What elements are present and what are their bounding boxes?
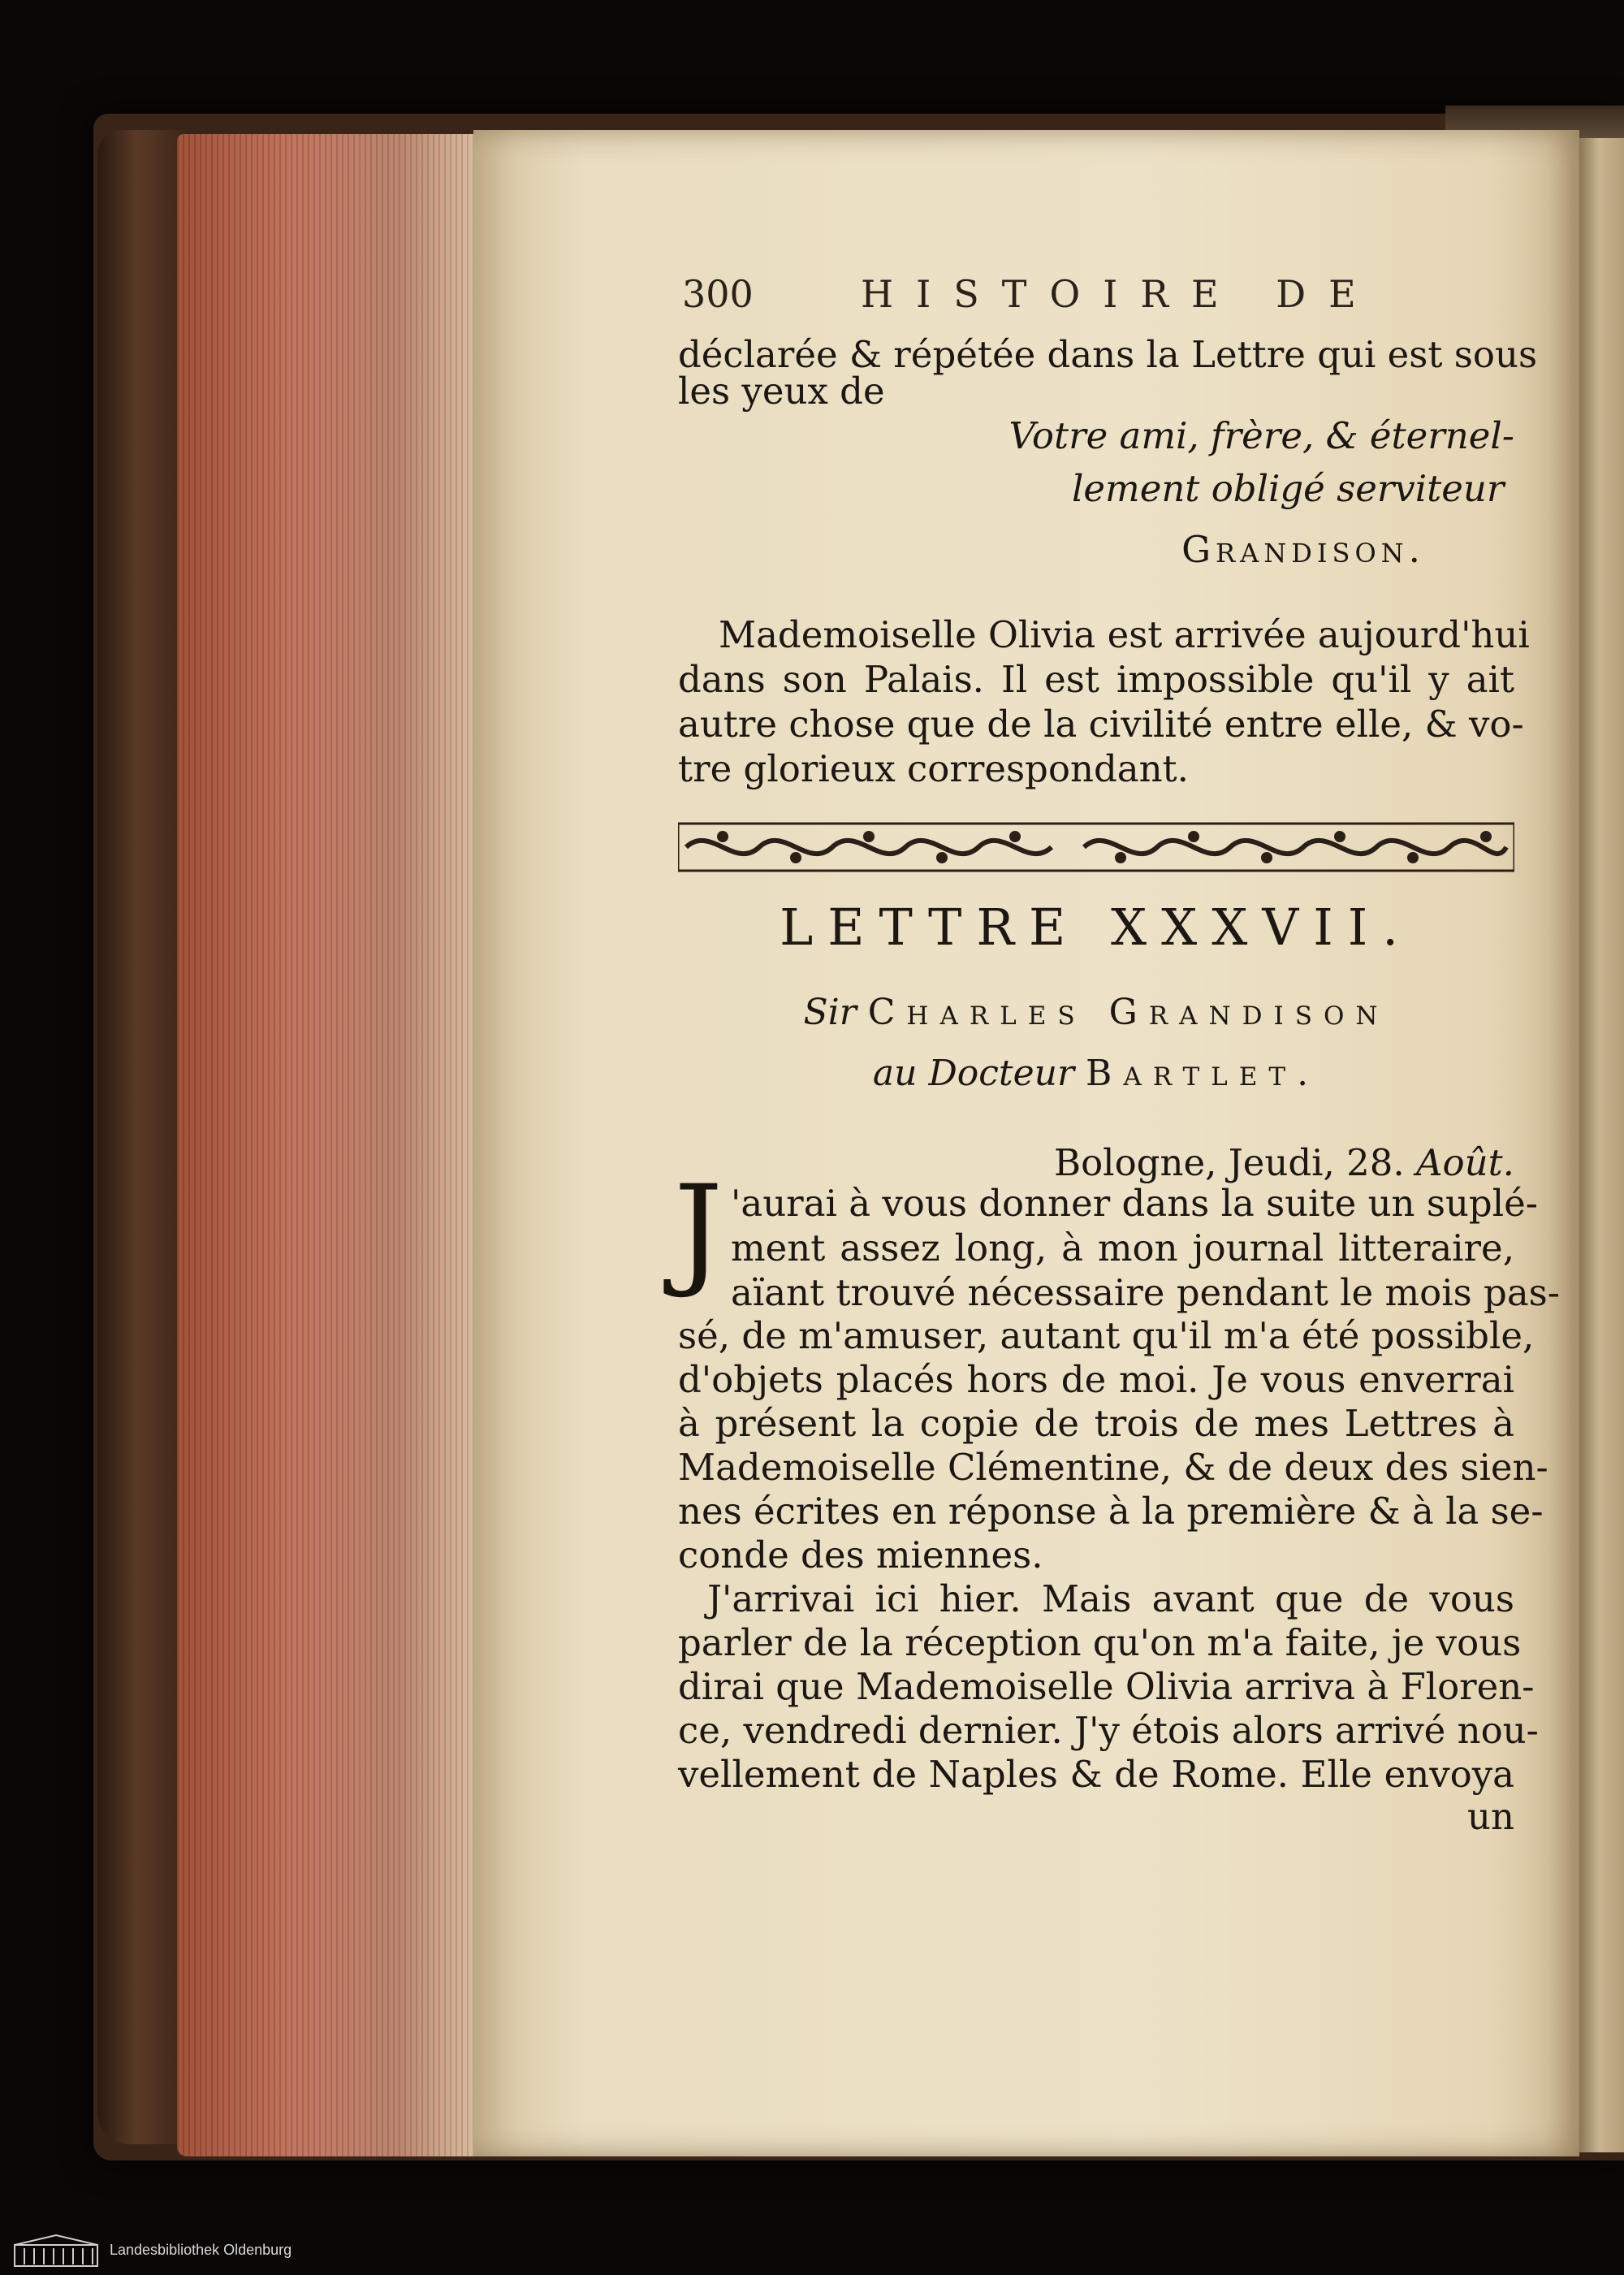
text-line: d'objets placés hors de moi. Je vous enverrai <box>678 1358 1514 1401</box>
text-line: parler de la réception qu'on m'a faite, je vous <box>678 1621 1522 1664</box>
letter-to-name: Bartlet. <box>1085 1053 1320 1094</box>
text-line: autre chose que de la civilité entre elle, & vo- <box>678 703 1524 746</box>
printers-ornament <box>678 820 1514 874</box>
text-line: nes écrites en réponse à la première & à la se- <box>678 1490 1544 1533</box>
text-line: à présent la copie de trois de mes Lettres à <box>678 1402 1514 1445</box>
text-line: Mademoiselle Clémentine, & de deux des sien- <box>678 1446 1548 1489</box>
letter-to-prefix: au Docteur <box>872 1053 1074 1094</box>
text-line: J'arrivai ici hier. Mais avant que de vous <box>707 1577 1514 1620</box>
letter-to <box>678 1052 1514 1096</box>
text-line: ment assez long, à mon journal litteraire, <box>731 1226 1514 1269</box>
dateline-place: Bologne, Jeudi, 28. <box>1054 1141 1405 1184</box>
closing-line: Votre ami, frère, & éternel- <box>1009 414 1514 457</box>
text-line: conde des miennes. <box>678 1533 1043 1576</box>
signature: Grandison. <box>1181 528 1425 571</box>
text-line: dirai que Mademoiselle Olivia arriva à Floren- <box>678 1665 1535 1708</box>
page-number: 300 <box>682 272 754 316</box>
dateline-month: Août. <box>1416 1141 1514 1184</box>
text-line: Mademoiselle Olivia est arrivée aujourd'hui <box>719 613 1530 656</box>
text-line: les yeux de <box>678 370 885 413</box>
text-line: dans son Palais. Il est impossible qu'il y ait <box>678 658 1514 701</box>
letter-from <box>678 991 1514 1035</box>
text-line: vellement de Naples & de Rome. Elle envoya <box>678 1753 1514 1796</box>
letter-from-prefix: Sir <box>803 992 857 1033</box>
letter-title: LETTRE XXXVII. <box>780 897 1413 957</box>
catchword: un <box>1467 1795 1514 1838</box>
library-name: Landesbibliothek Oldenburg <box>110 2242 292 2258</box>
text-line: 'aurai à vous donner dans la suite un suplé- <box>731 1182 1538 1225</box>
text-line: sé, de m'amuser, autant qu'il m'a été possible, <box>678 1314 1535 1357</box>
running-title: HISTOIRE DE <box>861 272 1379 316</box>
page-header <box>682 272 1535 329</box>
dateline <box>678 1141 1514 1185</box>
closing-line: lement obligé serviteur <box>1072 467 1505 510</box>
library-building-icon <box>11 2234 101 2268</box>
text-line: déclarée & répétée dans la Lettre qui est sous <box>678 333 1538 376</box>
letter-from-name: Charles Grandison <box>867 992 1389 1033</box>
text-line: tre glorieux correspondant. <box>678 747 1189 790</box>
drop-cap: J <box>674 1160 723 1301</box>
text-line: ce, vendredi dernier. J'y étois alors arrivé nou- <box>678 1709 1539 1752</box>
text-line: aïant trouvé nécessaire pendant le mois pas- <box>731 1271 1560 1314</box>
